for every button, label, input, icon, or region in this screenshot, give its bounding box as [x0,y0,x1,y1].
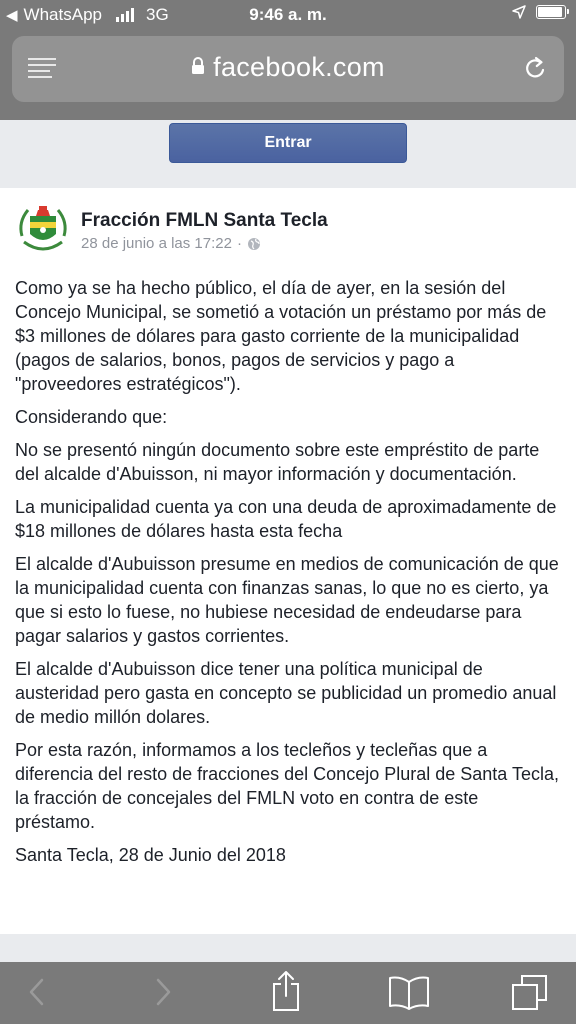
back-to-app-icon: ◀ [6,7,18,24]
meta-separator: · [236,235,242,252]
status-time: 9:46 a. m. [249,5,327,24]
url-bar[interactable] [12,36,564,102]
post-card [0,188,576,934]
login-area [0,120,576,178]
back-app-label: WhatsApp [23,5,102,24]
login-button[interactable]: Entrar [169,123,407,163]
post-paragraph: Considerando que: [15,407,168,427]
post-date[interactable]: 28 de junio a las 17:22 [81,235,232,252]
post-body [15,276,561,876]
post-paragraph: Santa Tecla, 28 de Junio del 2018 [15,845,286,865]
post-paragraph: Como ya se ha hecho público, el día de ayer, en la sesión del Concejo Municipal, se sometió a votación un préstamo por más de $3 millones de dólares para gasto corriente de la municipalidad (pagos de salarios, bonos, pagos de servicios y pago a "proveedores estratégicos"). [15,278,547,394]
location-arrow-icon [512,5,526,19]
post-paragraph: El alcalde d'Aubuisson dice tener una política municipal de austeridad pero gasta en concepto se publicidad un promedio anual de medio millón dolares. [15,659,557,727]
status-right [512,5,566,19]
network-label: 3G [145,5,169,24]
status-bar [0,0,576,32]
battery-icon [536,5,566,19]
post-paragraph: No se presentó ningún documento sobre este empréstito de parte del alcalde d'Abuisson, ni mayor información y documentación. [15,440,540,484]
page-name[interactable]: Fracción FMLN Santa Tecla [81,210,328,231]
tabs-icon[interactable] [510,974,550,1012]
page-avatar-logo[interactable] [14,200,72,258]
post-meta [81,235,261,252]
url-display[interactable] [12,52,564,83]
forward-icon[interactable] [152,974,174,1010]
globe-icon [247,237,261,251]
bookmarks-icon[interactable] [388,976,430,1010]
back-icon[interactable] [26,974,48,1010]
url-text: facebook.com [213,52,385,82]
post-paragraph: La municipalidad cuenta ya con una deuda de aproximadamente de $18 millones de dólares hasta esta fecha [15,497,557,541]
browser-chrome [0,0,576,120]
lock-icon [191,57,205,75]
browser-toolbar [0,962,576,1024]
post-paragraph: El alcalde d'Aubuisson presume en medios de comunicación de que la municipalidad cuenta con finanzas sanas, lo que no es cierto, ya que si esto lo fuese, no hubiese necesidad de endeudarse para pagar salarios y gastos corrientes. [15,554,559,646]
share-icon[interactable] [270,970,302,1012]
reload-icon[interactable] [522,55,548,83]
post-paragraph: Por esta razón, informamos a los tecleños y tecleñas que a diferencia del resto de fracciones del Concejo Plural de Santa Tecla, la fracción de concejales del FMLN voto en contra de este préstamo. [15,740,559,832]
